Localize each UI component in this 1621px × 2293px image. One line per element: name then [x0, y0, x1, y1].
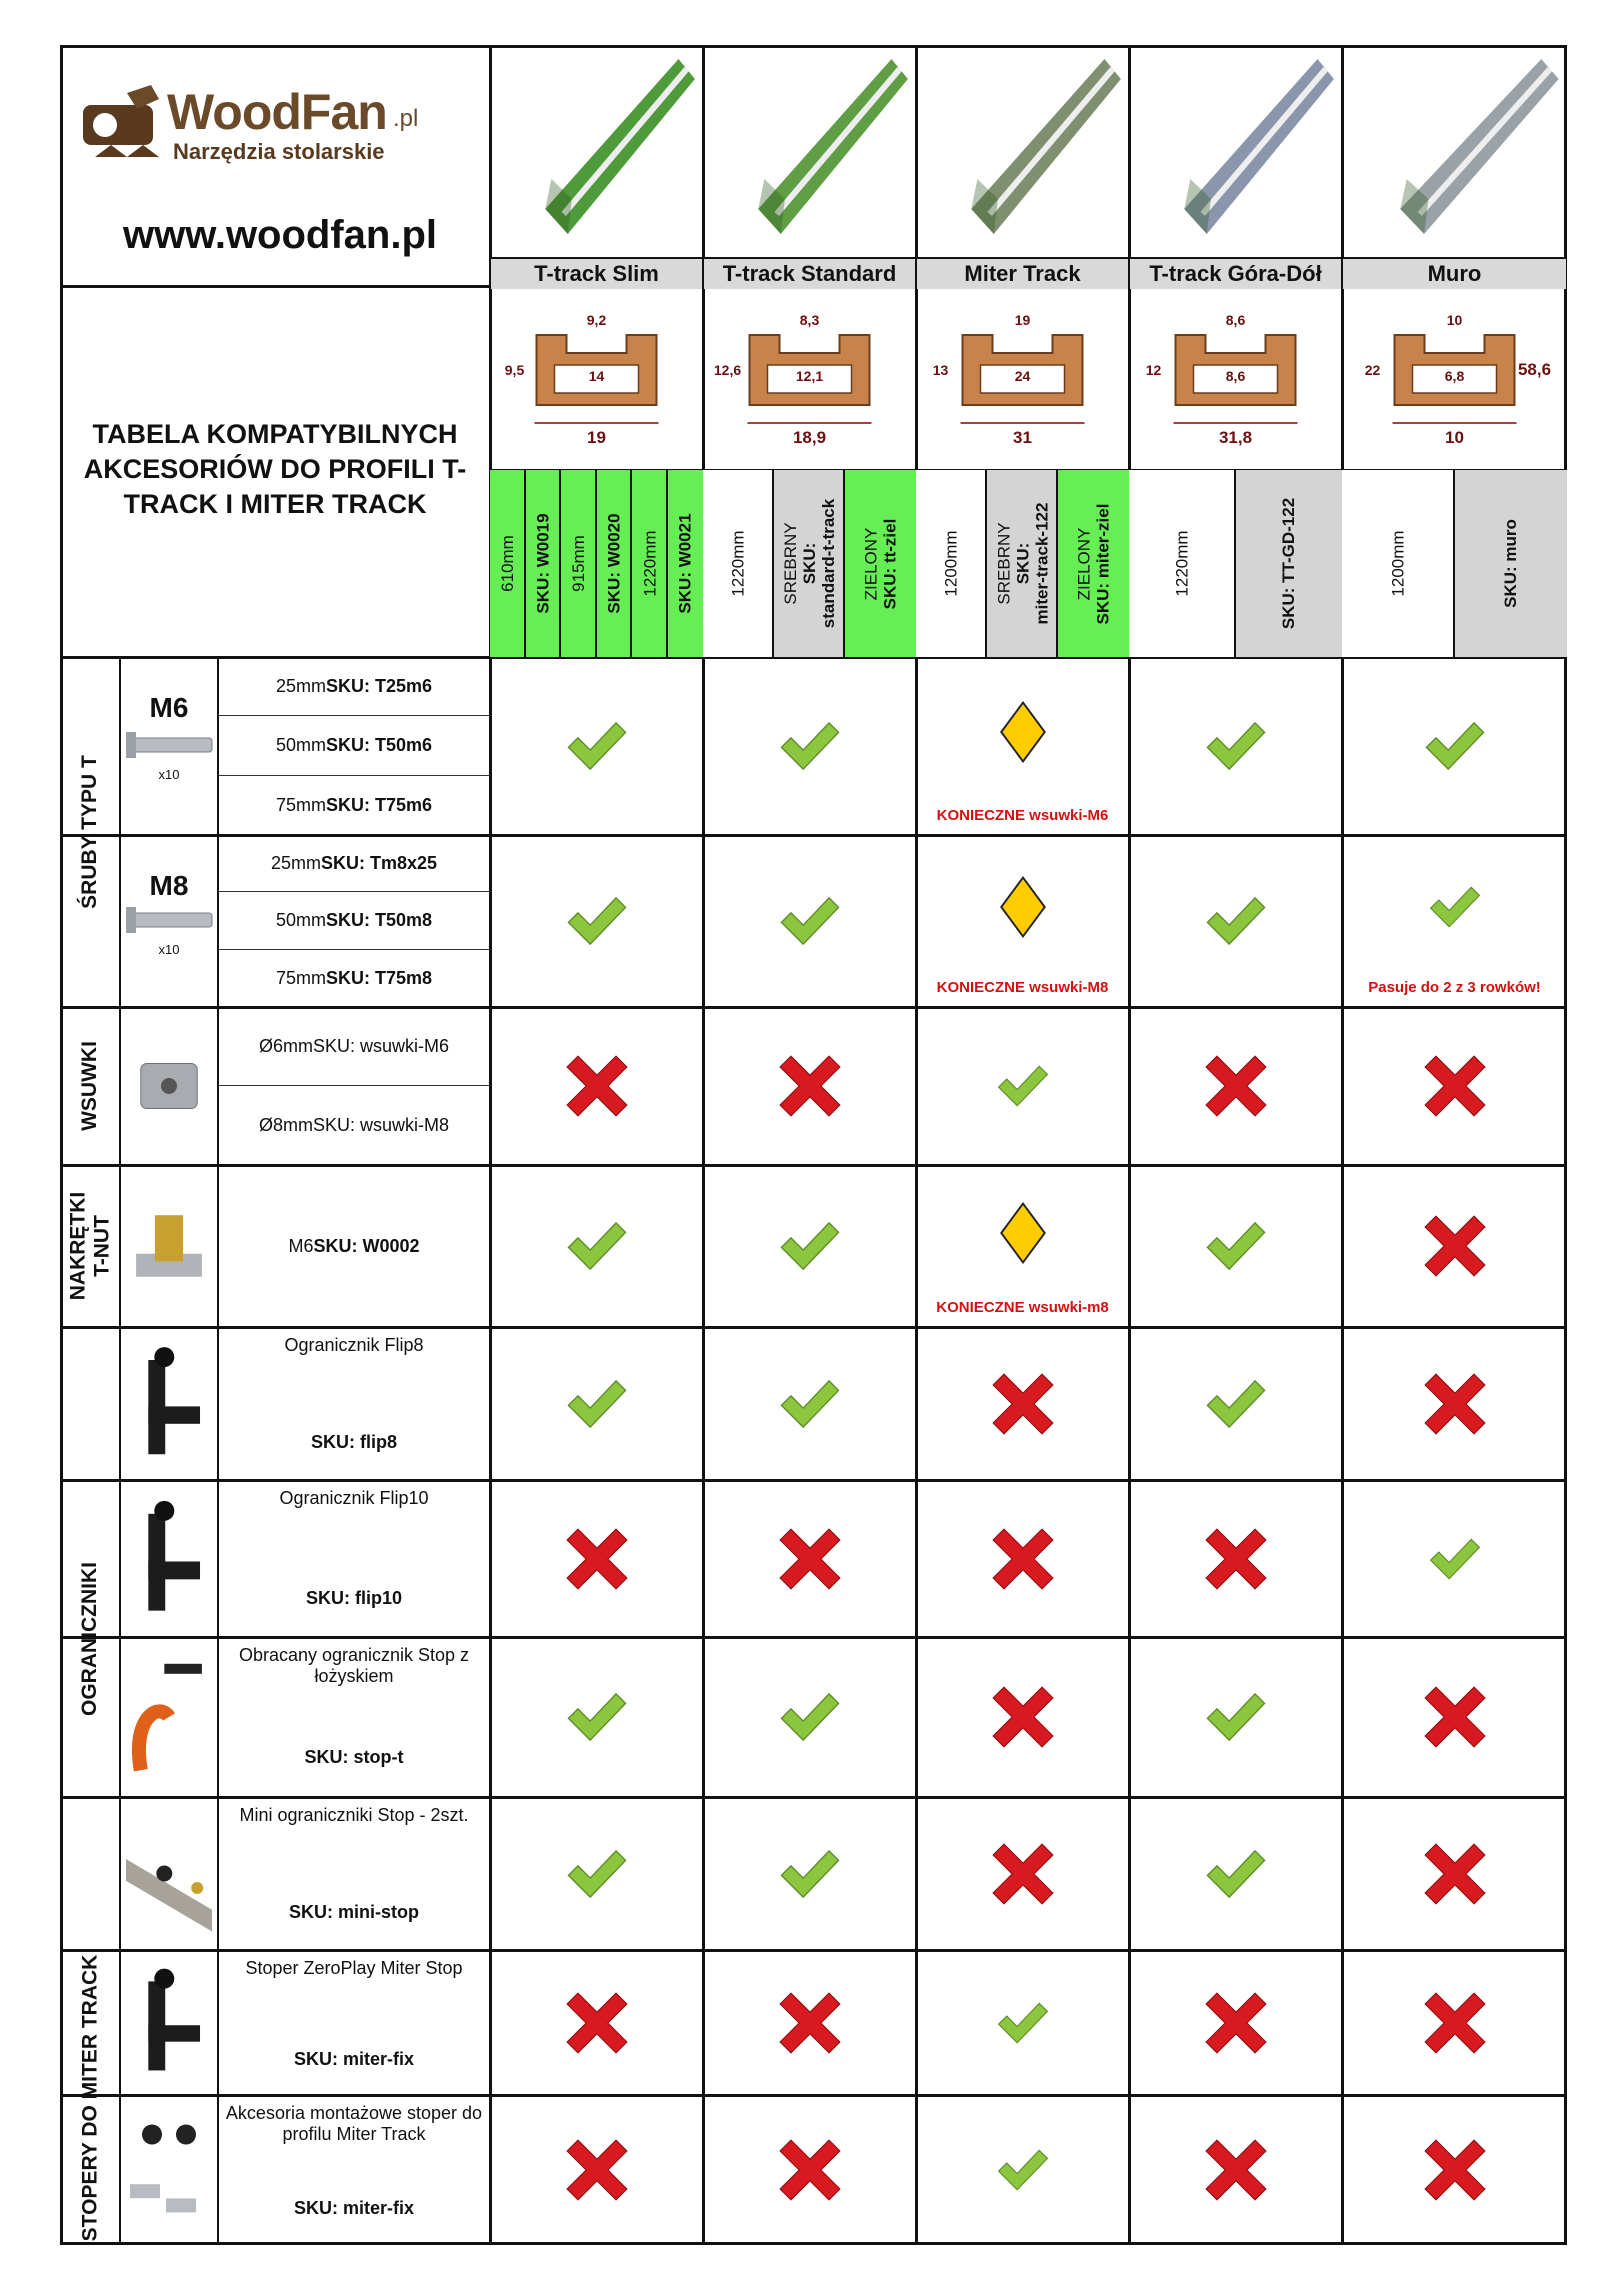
- variant-line: [218, 891, 490, 892]
- check-icon: [776, 1683, 844, 1751]
- cross-icon: [776, 1052, 844, 1120]
- bolt-size-label: M8: [149, 870, 189, 901]
- variant-size: Ø6mm: [258, 1036, 313, 1056]
- cross-icon: [1202, 1052, 1270, 1120]
- profile-photo: [1346, 49, 1563, 254]
- cross-icon: [1202, 1525, 1270, 1593]
- profile-name: Miter Track: [917, 257, 1128, 289]
- variant-sku: SKU: W0002: [313, 1235, 420, 1256]
- sku-text: [862, 518, 900, 609]
- cross-icon: [563, 1525, 631, 1593]
- accessory-name: Obracany ogranicznik Stop z łożyskiem: [238, 1645, 470, 1686]
- cross-icon: [776, 1525, 844, 1593]
- sku-text: [942, 530, 961, 596]
- accessory-photo: [122, 1954, 216, 2091]
- accessory-photo: [122, 1484, 216, 1633]
- accessory-photo: [122, 1801, 216, 1946]
- check-icon: [776, 1212, 844, 1280]
- accessory-sku: SKU: miter-fix: [293, 2197, 414, 2218]
- profile-name: Muro: [1343, 257, 1566, 289]
- sku-cell: [916, 470, 987, 657]
- profile-name: T-track Góra-Dół: [1130, 257, 1341, 289]
- sku-text: 1220mm: [640, 530, 660, 597]
- accessory-sku: SKU: stop-t: [304, 1747, 404, 1768]
- frame-right: [1564, 45, 1567, 2245]
- sku-cell: [1342, 470, 1455, 657]
- profile-dimension: 8,6: [1225, 312, 1246, 328]
- variant-size: Ø8mm: [258, 1115, 313, 1135]
- variant-cell: [218, 950, 490, 1007]
- sku-cell: [845, 470, 916, 657]
- profile-drawing: [1135, 295, 1336, 462]
- profile-dimension: 13: [932, 362, 949, 378]
- variant-cell: [218, 776, 490, 835]
- variant-size: 25mm: [270, 853, 321, 874]
- profile-dimension: 12,1: [795, 368, 824, 384]
- quantity-label: x10: [158, 941, 180, 957]
- cross-icon: [989, 1840, 1057, 1908]
- check-icon: [1426, 878, 1484, 936]
- accessory-name: Mini ograniczniki Stop - 2szt.: [239, 1805, 469, 1825]
- profile-dimension: 9,5: [504, 362, 525, 378]
- column-line: [702, 45, 705, 2245]
- cross-icon: [989, 1370, 1057, 1438]
- sku-cell: [1129, 470, 1236, 657]
- profile-dimension: 14: [588, 368, 605, 384]
- sku-text: [729, 530, 748, 596]
- quantity-label: x10: [158, 767, 180, 783]
- sku-text: 610mm: [498, 535, 518, 592]
- variant-sku: SKU: T25m6: [325, 676, 433, 697]
- sku-label: [526, 470, 562, 657]
- check-icon: [1202, 1683, 1270, 1751]
- sku-text-line: SKU:: [1013, 542, 1032, 585]
- check-icon: [563, 1683, 631, 1751]
- sku-text-line: 1220mm: [1172, 530, 1192, 597]
- variant-cell: [218, 657, 490, 716]
- sku-cell: [774, 470, 845, 657]
- cross-icon: [776, 1989, 844, 2057]
- profile-drawing: [496, 295, 697, 462]
- cross-icon: [776, 2136, 844, 2204]
- accessory-sku: SKU: mini-stop: [289, 1902, 419, 1922]
- sku-text: [781, 499, 838, 628]
- group-label: [60, 657, 120, 1007]
- variant-sku: SKU: T75m8: [325, 967, 433, 988]
- accessory-photo: [122, 1641, 216, 1793]
- profile-photo: [1133, 49, 1338, 254]
- check-icon: [1202, 1212, 1270, 1280]
- sku-text: [1279, 498, 1298, 629]
- check-icon: [1421, 712, 1489, 780]
- column-line: [1341, 45, 1344, 2245]
- profile-name: T-track Standard: [704, 257, 915, 289]
- accessory-photo: [122, 1169, 216, 1323]
- sku-label: [1455, 470, 1568, 657]
- sku-cell: [526, 470, 562, 657]
- profile-drawing: [1348, 295, 1561, 462]
- sku-text-line: SKU: miter-ziel: [1093, 503, 1113, 624]
- group-label-text: STOPERY DO MITER TRACK: [78, 1954, 102, 2241]
- group-label-text: OGRANICZNIKI: [78, 1561, 101, 1716]
- profile-name: T-track Slim: [491, 257, 702, 289]
- profile-dimension: 12,6: [713, 362, 742, 378]
- sku-text: SKU: W0021: [675, 513, 695, 614]
- check-icon: [563, 1212, 631, 1280]
- variant-line: [218, 775, 490, 776]
- compatibility-note: KONIECZNE wsuwki-M8: [936, 979, 1109, 996]
- variant-size: 50mm: [275, 910, 326, 931]
- sku-label: [845, 470, 916, 657]
- sku-text-line: 1200mm: [1388, 530, 1408, 597]
- sku-text: [994, 503, 1051, 625]
- check-icon: [1202, 712, 1270, 780]
- profile-photo: [920, 49, 1125, 254]
- group-label-line: T-NUT: [90, 1215, 113, 1277]
- profile-dimension: 10: [1445, 428, 1464, 447]
- check-icon: [776, 887, 844, 955]
- check-icon: [1202, 1840, 1270, 1908]
- cross-icon: [1421, 1683, 1489, 1751]
- profile-dimension: 10: [1446, 312, 1463, 328]
- check-icon: [776, 712, 844, 780]
- column-line: [1128, 45, 1131, 2245]
- group-label-text: [66, 1192, 114, 1301]
- variant-cell: [218, 892, 490, 949]
- check-icon: [563, 887, 631, 955]
- cross-icon: [1202, 1989, 1270, 2057]
- column-line: [915, 45, 918, 2245]
- group-line: [60, 1949, 1567, 1952]
- profile-dimension: 58,6: [1517, 360, 1552, 379]
- compatibility-table: [60, 45, 1567, 2245]
- sku-label: [561, 470, 597, 657]
- accessory-sku: SKU: flip8: [310, 1432, 397, 1452]
- accessory-name: Akcesoria montażowe stoper do profilu Miter Track: [225, 2103, 483, 2144]
- accessory-photo: [122, 2099, 216, 2241]
- sku-text-line: ZIELONY: [861, 527, 881, 600]
- compatibility-note: KONIECZNE wsuwki-M6: [936, 807, 1109, 824]
- variant-sku: SKU: T50m8: [325, 910, 433, 931]
- accessory-photo: [122, 1011, 216, 1161]
- sku-text-line: 1220mm: [728, 530, 748, 597]
- brand-tagline: Narzędzia stolarskie: [173, 139, 385, 164]
- sku-label: [1342, 470, 1455, 657]
- check-icon: [563, 1840, 631, 1908]
- sku-text-line: SKU: tt-ziel: [880, 518, 900, 609]
- cross-icon: [1421, 1840, 1489, 1908]
- group-label: [60, 1165, 120, 1327]
- profile-dimension: 8,3: [799, 312, 820, 328]
- variant-line: [218, 1085, 490, 1086]
- sku-label: [916, 470, 987, 657]
- variant-cell: [218, 716, 490, 775]
- row-line: [60, 2094, 1567, 2097]
- variant-line: [218, 715, 490, 716]
- sku-label: [1129, 470, 1236, 657]
- sku-text: 915mm: [569, 535, 589, 592]
- variant-size: 25mm: [275, 676, 326, 697]
- brand-logo: [75, 65, 475, 185]
- sku-text-line: SKU: TT-GD-122: [1279, 497, 1299, 630]
- group-label: [60, 1327, 120, 1950]
- sku-label: [987, 470, 1058, 657]
- cross-icon: [563, 2136, 631, 2204]
- sku-text: [1501, 519, 1520, 608]
- group-label-text: ŚRUBY TYPU T: [78, 755, 102, 909]
- profile-photo: [494, 49, 699, 254]
- check-icon: [776, 1370, 844, 1438]
- accessory-photo: [122, 661, 216, 831]
- cross-icon: [563, 1052, 631, 1120]
- row-line: [60, 1479, 1567, 1482]
- sku-text-line: ZIELONY: [1074, 527, 1094, 600]
- profile-photo: [707, 49, 912, 254]
- warning-diamond-icon: [991, 875, 1055, 939]
- check-icon: [1202, 1370, 1270, 1438]
- accessory-sku: SKU: miter-fix: [293, 2048, 414, 2069]
- accessory-photo: [122, 839, 216, 1003]
- cross-icon: [989, 1683, 1057, 1751]
- sku-text: SKU: W0020: [604, 513, 624, 614]
- variant-size: 50mm: [275, 735, 326, 756]
- warning-diamond-icon: [991, 700, 1055, 764]
- cross-icon: [989, 1525, 1057, 1593]
- profile-dimension: 12: [1145, 362, 1162, 378]
- sku-text: [1075, 503, 1113, 624]
- sku-label: [490, 470, 526, 657]
- profile-drawing: [709, 295, 910, 462]
- sku-cell: [632, 470, 668, 657]
- sku-cell: [597, 470, 633, 657]
- cross-icon: [1421, 1989, 1489, 2057]
- sku-cell: [987, 470, 1058, 657]
- sku-label: [597, 470, 633, 657]
- sku-cell: [1236, 470, 1343, 657]
- compatibility-note: KONIECZNE wsuwki-m8: [936, 1299, 1109, 1316]
- profile-dimension: 31: [1013, 428, 1032, 447]
- variant-cell: [218, 1165, 490, 1327]
- sku-cell: [490, 470, 526, 657]
- profile-dimension: 9,2: [586, 312, 607, 328]
- sku-cell: [1058, 470, 1129, 657]
- compatibility-note: Pasuje do 2 z 3 rowków!: [1368, 979, 1541, 996]
- variant-sku: SKU: wsuwki-M6: [312, 1036, 450, 1056]
- cross-icon: [1421, 1052, 1489, 1120]
- profile-dimension: 19: [1014, 312, 1031, 328]
- check-icon: [776, 1840, 844, 1908]
- cross-icon: [1421, 1212, 1489, 1280]
- bolt-size-label: M6: [149, 692, 189, 723]
- accessory-name: Stoper ZeroPlay Miter Stop: [245, 1958, 463, 1978]
- sku-label: [703, 470, 774, 657]
- group-label: [60, 1950, 120, 2245]
- variant-sku: SKU: T50m6: [325, 735, 433, 756]
- warning-diamond-icon: [991, 1201, 1055, 1265]
- group-label: [60, 1007, 120, 1165]
- website-url: www.woodfan.pl: [122, 213, 438, 257]
- accessory-sku: SKU: flip10: [305, 1588, 402, 1609]
- row-line: [60, 1636, 1567, 1639]
- sku-text-line: 1200mm: [941, 530, 961, 597]
- check-icon: [563, 1370, 631, 1438]
- sku-text: SKU: W0019: [533, 513, 553, 614]
- sku-label: [1058, 470, 1129, 657]
- profile-dimension: 19: [587, 428, 606, 447]
- check-icon: [994, 2141, 1052, 2199]
- profile-dimension: 22: [1364, 362, 1381, 378]
- brand-suffix: .pl: [393, 105, 419, 132]
- table-title: TABELA KOMPATYBILNYCH AKCESORIÓW DO PROFILI T-TRACK I MITER TRACK: [83, 419, 467, 519]
- profile-dimension: 24: [1014, 368, 1031, 384]
- accessory-name: Ogranicznik Flip8: [284, 1335, 424, 1355]
- sku-label: [632, 470, 668, 657]
- sku-label: [668, 470, 704, 657]
- sku-text-line: miter-track-122: [1032, 502, 1051, 625]
- variant-line: [218, 949, 490, 950]
- sku-label: [1236, 470, 1343, 657]
- profile-drawing: [922, 295, 1123, 462]
- profile-dimension: 18,9: [792, 428, 827, 447]
- sku-text-line: SREBRNY: [781, 522, 801, 605]
- sku-text: [1173, 530, 1192, 596]
- sku-text-line: standard-t-track: [819, 498, 839, 629]
- variant-size: M6: [288, 1235, 314, 1256]
- sku-text-line: SKU: muro: [1501, 519, 1521, 608]
- variant-cell: [218, 1086, 490, 1165]
- logo-divider: [60, 285, 490, 288]
- variant-cell: [218, 1007, 490, 1086]
- variant-size: 75mm: [275, 794, 326, 815]
- cross-icon: [563, 1989, 631, 2057]
- sku-cell: [561, 470, 597, 657]
- variant-size: 75mm: [275, 967, 326, 988]
- check-icon: [994, 1057, 1052, 1115]
- group-label-text: WSUWKI: [78, 1041, 102, 1131]
- accessory-photo: [122, 1331, 216, 1476]
- cross-icon: [1202, 2136, 1270, 2204]
- check-icon: [563, 712, 631, 780]
- variant-sku: SKU: wsuwki-M8: [312, 1115, 450, 1135]
- variant-cell: [218, 835, 490, 892]
- profile-dimension: 31,8: [1218, 428, 1253, 447]
- check-icon: [994, 1994, 1052, 2052]
- variant-sku: SKU: T75m6: [325, 794, 433, 815]
- sku-text-line: SREBRNY: [994, 522, 1013, 605]
- group-label-line: NAKRĘTKI: [66, 1191, 89, 1301]
- check-icon: [1426, 1530, 1484, 1588]
- sku-cell: [668, 470, 704, 657]
- sku-label: [774, 470, 845, 657]
- accessory-name: Ogranicznik Flip10: [279, 1488, 429, 1508]
- variant-sku: SKU: Tm8x25: [320, 853, 438, 874]
- sku-cell: [1455, 470, 1568, 657]
- sku-text-line: SKU:: [800, 542, 820, 585]
- cross-icon: [1421, 2136, 1489, 2204]
- sku-cell: [703, 470, 774, 657]
- sku-text: [1389, 530, 1408, 596]
- row-line: [60, 1796, 1567, 1799]
- profile-dimension: 8,6: [1225, 368, 1246, 384]
- cross-icon: [1421, 1370, 1489, 1438]
- check-icon: [1202, 887, 1270, 955]
- profile-dimension: 6,8: [1444, 368, 1465, 384]
- brand-name: WoodFan: [167, 84, 387, 140]
